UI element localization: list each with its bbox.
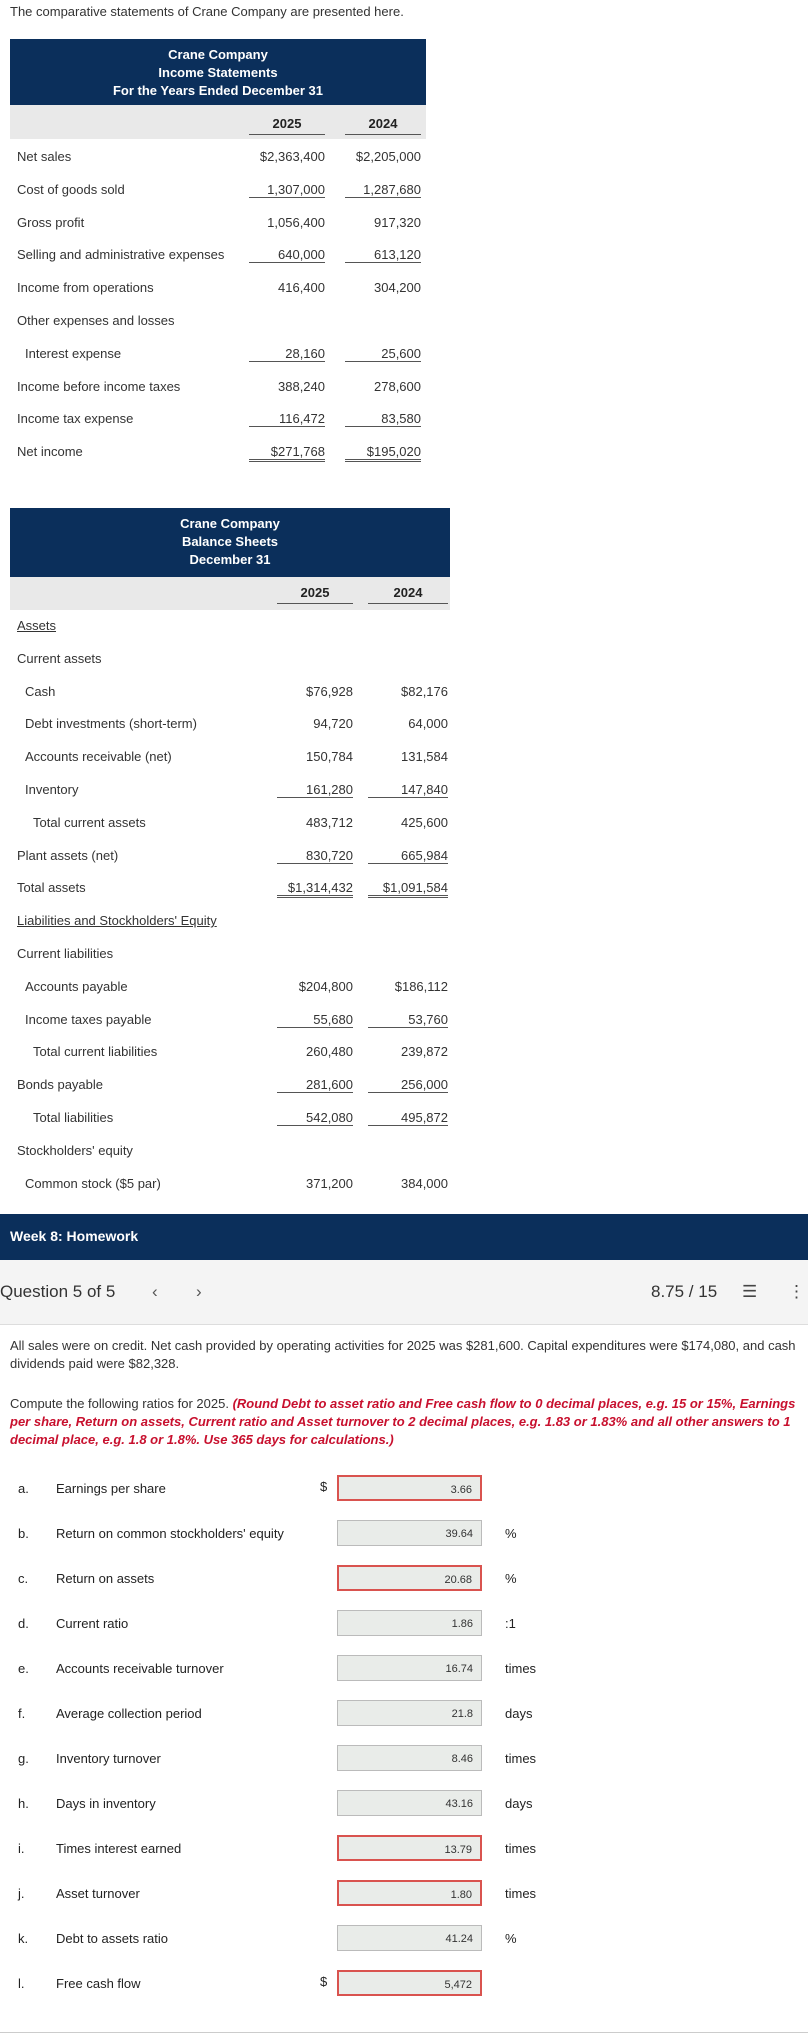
balance-row — [0, 618, 808, 638]
currency-prefix: $ — [320, 1974, 328, 1989]
income-row-label: Cost of goods sold — [17, 181, 125, 197]
balance-row — [0, 749, 808, 769]
answer-row — [0, 1925, 808, 1953]
answer-letter: j. — [18, 1886, 25, 1901]
income-value-2025: 640,000 — [249, 247, 325, 263]
answer-label: Accounts receivable turnover — [56, 1661, 224, 1676]
income-period: For the Years Ended December 31 — [112, 83, 324, 98]
balance-value-2025: 371,200 — [306, 1175, 353, 1191]
income-row-label: Gross profit — [17, 214, 85, 230]
income-row-label: Net sales — [17, 149, 72, 164]
question-counter: Question 5 of 5 — [0, 1282, 116, 1301]
answer-input[interactable] — [403, 1797, 473, 1811]
balance-row — [0, 979, 808, 999]
balance-value-2025: 150,784 — [306, 749, 353, 765]
income-value-2025: $2,363,400 — [259, 149, 325, 164]
assignment-header-bar — [0, 1214, 808, 1260]
balance-value-2024: 239,872 — [401, 1044, 448, 1060]
answer-letter: h. — [18, 1796, 29, 1811]
balance-row-label: Accounts receivable (net) — [25, 749, 172, 765]
income-statement-header — [10, 39, 426, 105]
answer-input[interactable] — [402, 1843, 472, 1857]
income-company-name: Crane Company — [168, 47, 268, 62]
income-row — [0, 182, 808, 202]
balance-value-2025: 483,712 — [306, 814, 353, 830]
answer-label: Return on common stockholders' equity — [56, 1526, 284, 1541]
income-value-2025: 116,472 — [249, 411, 325, 427]
answer-field-box — [337, 1970, 482, 1996]
question-list-icon[interactable]: ☰ — [742, 1282, 758, 1301]
income-row — [0, 313, 808, 333]
answer-field-box — [337, 1520, 482, 1546]
income-row — [0, 379, 808, 399]
problem-statement: All sales were on credit. Net cash provided by operating activities for 2025 was $281,600. Capital expenditures were $174,080, and cash dividends paid were $82,328. — [10, 1338, 796, 1371]
balance-value-2024: $1,091,584 — [368, 880, 448, 898]
balance-value-2025: $1,314,432 — [277, 880, 353, 898]
answer-row — [0, 1520, 808, 1548]
income-row-label: Net income — [17, 444, 83, 460]
answer-unit: times — [505, 1886, 537, 1901]
balance-value-2024: 495,872 — [368, 1110, 448, 1126]
answer-label: Days in inventory — [56, 1796, 156, 1811]
answer-input[interactable] — [403, 1527, 473, 1541]
answer-field-box — [337, 1610, 482, 1636]
balance-row-label: Debt investments (short-term) — [25, 716, 197, 732]
answer-field-box — [337, 1835, 482, 1861]
income-value-2025: $271,768 — [249, 444, 325, 462]
answer-field-box — [337, 1565, 482, 1591]
income-row-label: Income before income taxes — [17, 378, 181, 394]
balance-row — [0, 1077, 808, 1097]
answer-letter: i. — [18, 1841, 25, 1856]
income-row — [0, 149, 808, 169]
balance-value-2024: $186,112 — [394, 978, 448, 994]
page-divider — [0, 2032, 808, 2033]
balance-row-label: Liabilities and Stockholders' Equity — [17, 913, 217, 929]
answer-row — [0, 1610, 808, 1638]
answer-input[interactable] — [402, 1888, 472, 1902]
balance-row — [0, 1176, 808, 1196]
answer-label: Earnings per share — [56, 1481, 166, 1496]
balance-value-2024: 425,600 — [401, 814, 448, 830]
balance-value-2024: 53,760 — [368, 1012, 448, 1028]
answer-field-box — [337, 1655, 482, 1681]
balance-value-2024: $82,176 — [401, 683, 448, 699]
balance-row-label: Current assets — [17, 650, 102, 666]
balance-row — [0, 1044, 808, 1064]
balance-sheet-header — [10, 508, 450, 577]
income-row — [0, 247, 808, 267]
balance-row-label: Inventory — [25, 782, 79, 797]
income-row-label: Interest expense — [25, 345, 122, 361]
balance-row — [0, 1012, 808, 1032]
answer-input[interactable] — [402, 1483, 472, 1497]
answer-input[interactable] — [403, 1617, 473, 1631]
income-statement-title: Income Statements — [158, 65, 278, 80]
balance-row — [0, 848, 808, 868]
balance-row-label: Plant assets (net) — [17, 847, 119, 863]
balance-row-label: Total assets — [17, 880, 86, 896]
answer-input[interactable] — [403, 1707, 473, 1721]
answer-input[interactable] — [403, 1662, 473, 1676]
answer-label: Inventory turnover — [56, 1751, 161, 1766]
balance-row-label: Bonds payable — [17, 1077, 104, 1093]
income-value-2024: 25,600 — [345, 346, 421, 362]
answer-unit: times — [505, 1661, 537, 1676]
balance-row-label: Accounts payable — [25, 978, 128, 994]
answer-row — [0, 1790, 808, 1818]
answer-label: Return on assets — [56, 1571, 155, 1586]
answer-letter: k. — [18, 1931, 29, 1946]
score-display: 8.75 / 15 — [651, 1282, 718, 1301]
answer-row — [0, 1700, 808, 1728]
balance-value-2024: 131,584 — [401, 749, 448, 765]
balance-value-2025: 542,080 — [277, 1110, 353, 1126]
answer-letter: d. — [18, 1616, 29, 1631]
balance-value-2024: 147,840 — [368, 782, 448, 798]
income-value-2024: 83,580 — [345, 411, 421, 427]
next-question-icon[interactable]: › — [196, 1282, 202, 1301]
income-row — [0, 444, 808, 464]
income-value-2025: 1,056,400 — [267, 214, 325, 230]
answer-unit: days — [505, 1706, 533, 1721]
balance-value-2024: 64,000 — [408, 716, 448, 732]
balance-value-2024: 665,984 — [368, 848, 448, 864]
answer-row — [0, 1655, 808, 1683]
balance-value-2025: 260,480 — [306, 1044, 353, 1060]
balance-company-name: Crane Company — [180, 516, 280, 531]
answer-input[interactable] — [402, 1978, 472, 1992]
answer-label: Free cash flow — [56, 1976, 141, 1991]
answer-row — [0, 1970, 808, 1998]
answer-row — [0, 1475, 808, 1503]
answer-row — [0, 1835, 808, 1863]
answer-field-box — [337, 1475, 482, 1501]
balance-value-2024: 256,000 — [368, 1077, 448, 1093]
income-value-2024: 613,120 — [345, 247, 421, 263]
income-value-2024: 278,600 — [374, 378, 421, 394]
answer-input[interactable] — [403, 1752, 473, 1766]
income-value-2024: 1,287,680 — [345, 182, 421, 198]
balance-row-label: Common stock ($5 par) — [25, 1175, 161, 1191]
answer-field-box — [337, 1700, 482, 1726]
balance-row-label: Current liabilities — [17, 946, 114, 961]
balance-row-label: Total current assets — [33, 814, 146, 830]
answer-letter: e. — [18, 1661, 29, 1676]
answer-unit: times — [505, 1751, 537, 1766]
balance-row-label: Total liabilities — [33, 1110, 114, 1125]
answer-label: Current ratio — [56, 1616, 129, 1631]
answer-label: Average collection period — [56, 1706, 202, 1721]
answer-letter: c. — [18, 1571, 29, 1586]
answer-input[interactable] — [403, 1932, 473, 1946]
balance-row — [0, 651, 808, 671]
balance-row-label: Cash — [25, 683, 56, 699]
income-value-2025: 28,160 — [249, 346, 325, 362]
balance-row — [0, 880, 808, 900]
balance-year-2024: 2024 — [368, 585, 448, 604]
question-navigation-bar — [0, 1260, 808, 1325]
balance-period: December 31 — [189, 552, 271, 567]
balance-row-label: Assets — [17, 618, 57, 633]
answer-unit: % — [505, 1931, 517, 1946]
answer-unit: times — [505, 1841, 537, 1856]
balance-value-2025: $76,928 — [306, 683, 353, 699]
income-year-2024: 2024 — [345, 116, 421, 135]
balance-row-label: Total current liabilities — [33, 1044, 158, 1060]
answer-field-box — [337, 1790, 482, 1816]
balance-value-2025: 281,600 — [277, 1077, 353, 1093]
answer-label: Asset turnover — [56, 1886, 140, 1901]
balance-row — [0, 1143, 808, 1163]
answer-letter: f. — [18, 1706, 26, 1721]
income-value-2025: 1,307,000 — [249, 182, 325, 198]
income-value-2024: $2,205,000 — [355, 149, 421, 164]
balance-row — [0, 946, 808, 966]
income-value-2025: 388,240 — [278, 378, 325, 394]
answer-label: Times interest earned — [56, 1841, 182, 1856]
balance-row-label: Stockholders' equity — [17, 1142, 133, 1158]
balance-value-2025: 830,720 — [277, 848, 353, 864]
income-row-label: Income from operations — [17, 280, 154, 296]
answer-field-box — [337, 1880, 482, 1906]
income-value-2024: 304,200 — [374, 280, 421, 296]
income-value-2025: 416,400 — [278, 280, 325, 296]
income-row-label: Other expenses and losses — [17, 313, 175, 328]
balance-row — [0, 815, 808, 835]
income-value-2024: 917,320 — [374, 214, 421, 230]
answer-letter: a. — [18, 1481, 29, 1496]
balance-value-2025: 161,280 — [277, 782, 353, 798]
income-row — [0, 215, 808, 235]
answer-letter: g. — [18, 1751, 29, 1766]
income-year-2025: 2025 — [249, 116, 325, 135]
rounding-instructions: (Round Debt to asset ratio and Free cash flow to 0 decimal places, e.g. 15 or 15%, Earnings per share, Return on assets, Current ratio and Asset turnover to 2 decimal places, e.g. 1.83 or 1.83% and all other answers to 1 decimal place, e.g. 1.8 or 1.8%. Use 365 days for calculations.) — [10, 1396, 796, 1447]
balance-row — [0, 913, 808, 933]
income-row-label: Income tax expense — [17, 411, 134, 427]
answer-input[interactable] — [402, 1573, 472, 1587]
balance-row — [0, 1110, 808, 1130]
currency-prefix: $ — [320, 1479, 328, 1494]
balance-row — [0, 782, 808, 802]
answer-field-box — [337, 1745, 482, 1771]
previous-question-icon[interactable]: ‹ — [152, 1282, 158, 1301]
balance-year-2025: 2025 — [277, 585, 353, 604]
answer-unit: % — [505, 1526, 517, 1541]
answer-letter: b. — [18, 1526, 29, 1541]
balance-value-2025: $204,800 — [298, 978, 353, 994]
answer-unit: :1 — [505, 1616, 516, 1631]
answer-unit: days — [505, 1796, 533, 1811]
balance-value-2024: 384,000 — [401, 1175, 448, 1191]
more-options-icon[interactable]: ⋮ — [788, 1282, 805, 1301]
problem-instructions — [10, 1395, 800, 1449]
income-row — [0, 280, 808, 300]
income-row — [0, 411, 808, 431]
intro-text: The comparative statements of Crane Company are presented here. — [10, 4, 404, 19]
answer-label: Debt to assets ratio — [56, 1931, 168, 1946]
income-row — [0, 346, 808, 366]
balance-row — [0, 684, 808, 704]
income-row-label: Selling and administrative expenses — [17, 247, 225, 263]
balance-value-2025: 55,680 — [277, 1012, 353, 1028]
answer-field-box — [337, 1925, 482, 1951]
answer-row — [0, 1565, 808, 1593]
answer-unit: % — [505, 1571, 517, 1586]
balance-row-label: Income taxes payable — [25, 1011, 152, 1027]
balance-value-2025: 94,720 — [313, 716, 353, 732]
answer-row — [0, 1880, 808, 1908]
answer-row — [0, 1745, 808, 1773]
answer-letter: l. — [18, 1976, 25, 1991]
instructions-lead: Compute the following ratios for 2025. — [10, 1396, 233, 1411]
assignment-title: Week 8: Homework — [10, 1228, 139, 1244]
income-value-2024: $195,020 — [345, 444, 421, 462]
balance-sheet-title: Balance Sheets — [181, 534, 279, 549]
balance-row — [0, 716, 808, 736]
